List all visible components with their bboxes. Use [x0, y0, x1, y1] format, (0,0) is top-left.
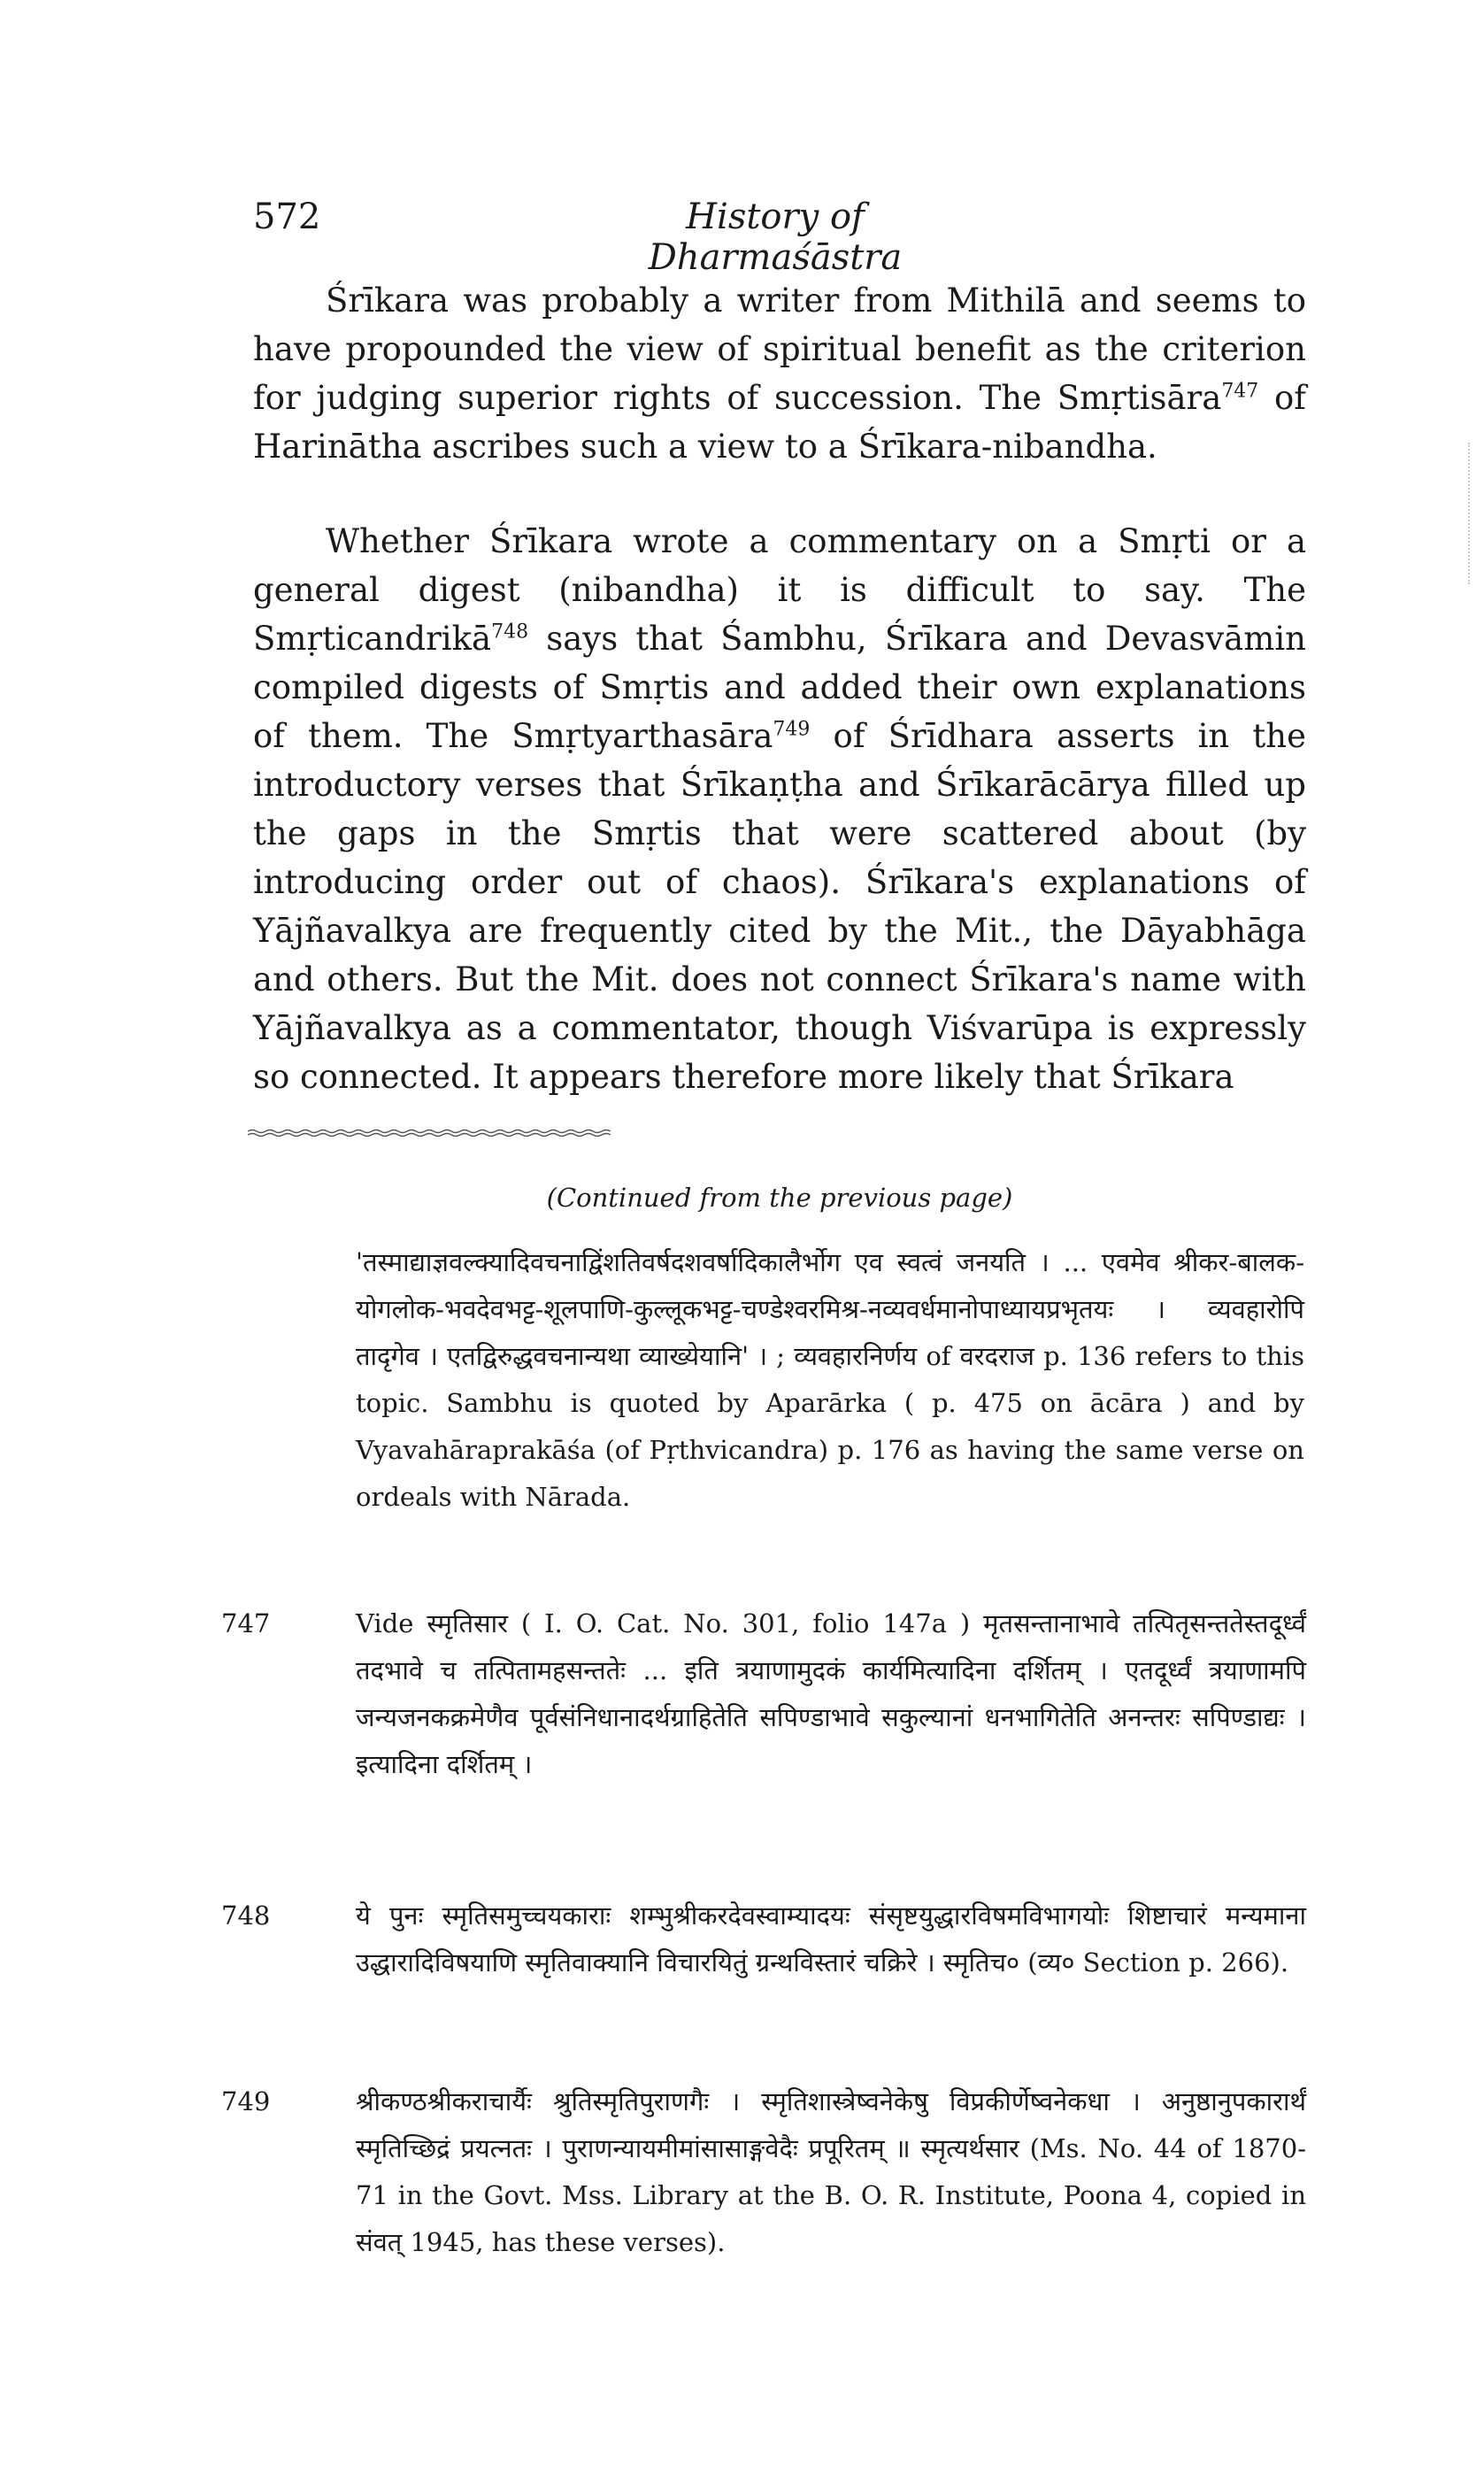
running-title: History of Dharmaśāstra — [648, 197, 903, 278]
footnote-number: 748 — [221, 1900, 271, 1931]
page-number: 572 — [253, 197, 321, 237]
footnote-text: Vide स्मृतिसार ( I. O. Cat. No. 301, folio 147a ) मृतसन्तानाभावे तत्पितृसन्ततेस्तदूर्ध्वं तदभावे च तत्पितामहसन्ततेः ... इति त्रयाणामुदकं कार्यमित्यादिना दर्शितम् । एतदूर्ध्वं त्रयाणामपि जन्यजनकक्रमेणैव पूर्वसंनिधानादर्थग्राहितेति सपिण्डाभावे सकुल्यानां धनभागितेति अनन्तरः सपिण्डाद्यः । इत्यादिना दर्शितम् । — [356, 1608, 1306, 1779]
footnote-ref-749: 749 — [773, 718, 811, 741]
footnote-number: 749 — [221, 2086, 271, 2116]
footnote-749 — [221, 2078, 1306, 2266]
footnote-continued-text: 'तस्माद्याज्ञवल्क्यादिवचनाद्विंशतिवर्षदशवर्षादिकालैर्भोग एव स्वत्वं जनयति । ... एवमेव श्रीकर-बालक-योगलोक-भवदेवभट्ट-शूलपाणि-कुल्लूकभट्ट-चण्डेश्वरमिश्र-नव्यवर्धमानोपाध्यायप्रभृतयः । व्यवहारोपि तादृगेव । एतद्विरुद्धवचनान्यथा व्याख्येयानि' । ; व्यवहारनिर्णय of वरदराज p. 136 refers to this topic. Sambhu is quoted by Aparārka ( p. 475 on ācāra ) and by Vyavahāraprakāśa (of Pṛthvicandra) p. 176 as having the same verse on ordeals with Nārada. — [356, 1247, 1304, 1512]
footnote-separator — [248, 1129, 611, 1137]
paragraph-2-text-c: of Śrīdhara asserts in the introductory verses that Śrīkaṇṭha and Śrīkarācārya filled up the gaps in the Smṛtis that were scattered about (by introducing order out of chaos). Śrīkara's explanations of Yājñavalkya are frequently cited by the Mit., the Dāyabhāga and others. But the Mit. does not connect Śrīkara's name with Yājñavalkya as a commentator, though Viśvarūpa is expressly so connected. It appears therefore more likely that Śrīkara — [253, 717, 1306, 1096]
page-header — [253, 197, 1315, 278]
footnote-ref-748: 748 — [491, 621, 529, 644]
paragraph-1-text-b: of Harinātha ascribes such a view to a Śrīkara-nibandha. — [253, 379, 1307, 466]
paragraph-2-text-a: Whether Śrīkara wrote a commentary on a Smṛti or a general digest (nibandha) it is difficult to say. The Smṛticandrikā — [253, 522, 1306, 658]
footnote-text: ये पुनः स्मृतिसमुच्चयकाराः शम्भुश्रीकरदेवस्वाम्यादयः संसृष्टयुद्धारविषमविभागयोः शिष्टाचारं मन्यमाना उद्धारादिविषयाणि स्मृतिवाक्यानि विचारयितुं ग्रन्थविस्तारं चक्रिरे । स्मृतिच० (व्य० Section p. 266). — [356, 1900, 1306, 1977]
paragraph-1 — [253, 276, 1306, 471]
footnote-748 — [221, 1893, 1306, 1986]
paragraph-2-text-b: says that Śambhu, Śrīkara and Devasvāmin compiled digests of Smṛtis and added their own explanations of them. The Smṛtyarthasāra — [253, 620, 1306, 755]
footnote-747 — [221, 1600, 1306, 1788]
footnote-text: श्रीकण्ठश्रीकराचार्यैः श्रुतिस्मृतिपुराणगैः । स्मृतिशास्त्रेष्वनेकेषु विप्रकीर्णेष्वनेकधा । अनुष्ठानुपकारार्थं स्मृतिच्छिद्रं प्रयत्नतः । पुराणन्यायमीमांसासाङ्गवेदैः प्रपूरितम् ॥ स्मृत्यर्थसार (Ms. No. 44 of 1870-71 in the Govt. Mss. Library at the B. O. R. Institute, Poona 4, copied in संवत् 1945, has these verses). — [356, 2086, 1306, 2257]
footnote-ref-747: 747 — [1221, 380, 1259, 403]
scan-artifact-line — [1468, 443, 1472, 584]
paragraph-2 — [253, 517, 1306, 1101]
continued-label: (Continued from the previous page) — [546, 1183, 1013, 1213]
main-text — [253, 276, 1306, 1101]
paragraph-1-text-a: Śrīkara was probably a writer from Mithilā and seems to have propounded the view of spiritual benefit as the criterion for judging superior rights of succession. The Smṛtisāra — [253, 281, 1306, 417]
footnote-number: 747 — [221, 1608, 271, 1638]
